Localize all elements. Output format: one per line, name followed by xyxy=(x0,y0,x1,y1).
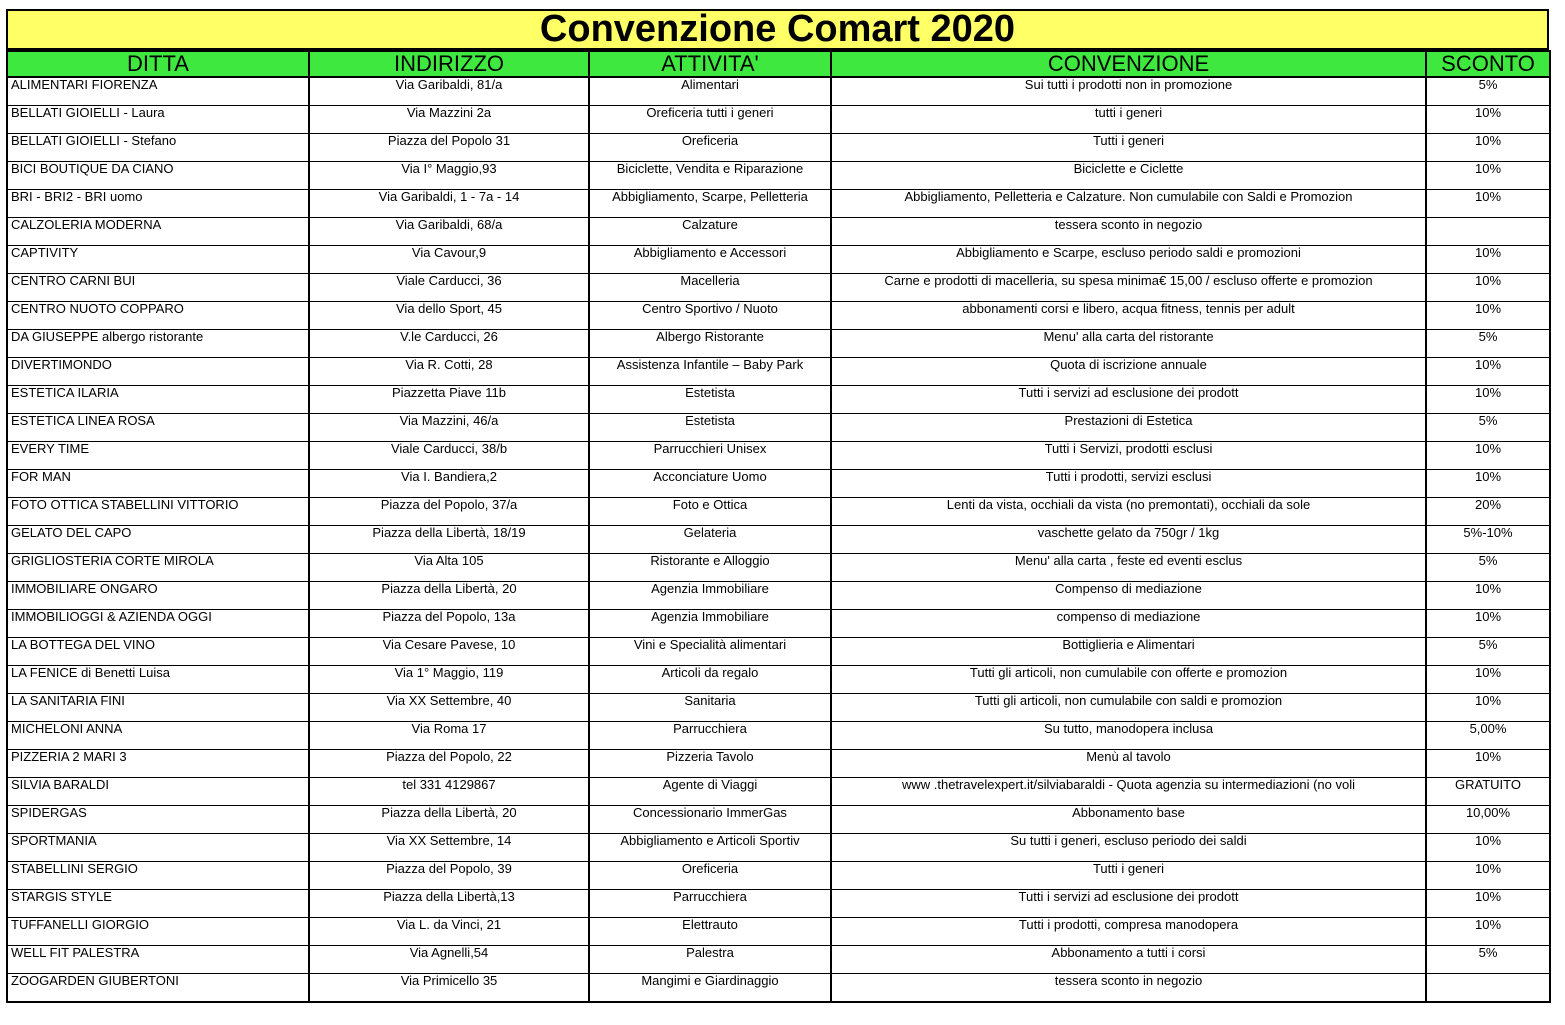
cell-convenzione: Su tutto, manodopera inclusa xyxy=(831,722,1426,750)
cell-attivita: Gelateria xyxy=(589,526,831,554)
cell-indirizzo: Piazza del Popolo 31 xyxy=(309,134,589,162)
table-row xyxy=(7,778,1550,806)
cell-convenzione: Tutti i servizi ad esclusione dei prodott xyxy=(831,386,1426,414)
table-row xyxy=(7,946,1550,974)
cell-sconto: 10% xyxy=(1426,470,1550,498)
cell-convenzione: Carne e prodotti di macelleria, su spesa minima€ 15,00 / escluso offerte e promozion xyxy=(831,274,1426,302)
cell-convenzione: abbonamenti corsi e libero, acqua fitness, tennis per adult xyxy=(831,302,1426,330)
cell-convenzione: Prestazioni di Estetica xyxy=(831,414,1426,442)
cell-attivita: Ristorante e Alloggio xyxy=(589,554,831,582)
cell-sconto: 5% xyxy=(1426,414,1550,442)
cell-attivita: Mangimi e Giardinaggio xyxy=(589,974,831,1003)
cell-convenzione: Abbonamento base xyxy=(831,806,1426,834)
cell-attivita: Oreficeria xyxy=(589,134,831,162)
cell-ditta: STARGIS STYLE xyxy=(7,890,309,918)
cell-sconto: 10,00% xyxy=(1426,806,1550,834)
cell-ditta: FOR MAN xyxy=(7,470,309,498)
cell-convenzione: Abbigliamento, Pelletteria e Calzature. Non cumulabile con Saldi e Promozion xyxy=(831,190,1426,218)
table-row xyxy=(7,862,1550,890)
cell-indirizzo: Piazza del Popolo, 22 xyxy=(309,750,589,778)
cell-convenzione: Tutti i generi xyxy=(831,862,1426,890)
cell-indirizzo: Piazza del Popolo, 13a xyxy=(309,610,589,638)
cell-attivita: Parrucchiera xyxy=(589,722,831,750)
cell-indirizzo: Piazza della Libertà, 20 xyxy=(309,582,589,610)
cell-convenzione: Quota di iscrizione annuale xyxy=(831,358,1426,386)
cell-sconto xyxy=(1426,218,1550,246)
table-row xyxy=(7,750,1550,778)
cell-attivita: Calzature xyxy=(589,218,831,246)
table-row xyxy=(7,77,1550,106)
cell-sconto: 10% xyxy=(1426,190,1550,218)
cell-attivita: Oreficeria tutti i generi xyxy=(589,106,831,134)
cell-indirizzo: Via Cavour,9 xyxy=(309,246,589,274)
cell-sconto: 10% xyxy=(1426,106,1550,134)
cell-convenzione: Abbonamento a tutti i corsi xyxy=(831,946,1426,974)
cell-convenzione: vaschette gelato da 750gr / 1kg xyxy=(831,526,1426,554)
column-header-attivita: ATTIVITA' xyxy=(589,51,831,77)
cell-ditta: SILVIA BARALDI xyxy=(7,778,309,806)
cell-sconto: 5% xyxy=(1426,946,1550,974)
table-header xyxy=(7,51,1550,77)
cell-attivita: Alimentari xyxy=(589,77,831,106)
cell-attivita: Parrucchiera xyxy=(589,890,831,918)
table-row xyxy=(7,218,1550,246)
cell-sconto: 10% xyxy=(1426,134,1550,162)
cell-sconto: 10% xyxy=(1426,302,1550,330)
cell-indirizzo: Via Garibaldi, 68/a xyxy=(309,218,589,246)
cell-indirizzo: Via XX Settembre, 14 xyxy=(309,834,589,862)
cell-sconto: 10% xyxy=(1426,666,1550,694)
column-header-convenzione: CONVENZIONE xyxy=(831,51,1426,77)
cell-convenzione: Sui tutti i prodotti non in promozione xyxy=(831,77,1426,106)
table-row xyxy=(7,834,1550,862)
cell-attivita: Sanitaria xyxy=(589,694,831,722)
cell-indirizzo: Via Mazzini, 46/a xyxy=(309,414,589,442)
cell-attivita: Assistenza Infantile – Baby Park xyxy=(589,358,831,386)
cell-sconto: 10% xyxy=(1426,274,1550,302)
cell-ditta: CALZOLERIA MODERNA xyxy=(7,218,309,246)
cell-sconto: 10% xyxy=(1426,750,1550,778)
cell-sconto: 10% xyxy=(1426,442,1550,470)
cell-indirizzo: Via Mazzini 2a xyxy=(309,106,589,134)
cell-indirizzo: Via Garibaldi, 81/a xyxy=(309,77,589,106)
cell-sconto: 5% xyxy=(1426,330,1550,358)
cell-indirizzo: Via L. da Vinci, 21 xyxy=(309,918,589,946)
cell-convenzione: Tutti i servizi ad esclusione dei prodott xyxy=(831,890,1426,918)
table-row xyxy=(7,386,1550,414)
cell-attivita: Abbigliamento e Articoli Sportiv xyxy=(589,834,831,862)
cell-sconto: 10% xyxy=(1426,582,1550,610)
cell-indirizzo: Viale Carducci, 38/b xyxy=(309,442,589,470)
table-row xyxy=(7,442,1550,470)
cell-ditta: DA GIUSEPPE albergo ristorante xyxy=(7,330,309,358)
table-body xyxy=(7,77,1550,1002)
table-row xyxy=(7,498,1550,526)
cell-convenzione: www .thetravelexpert.it/silviabaraldi - Quota agenzia su intermediazioni (no voli xyxy=(831,778,1426,806)
cell-convenzione: Tutti i Servizi, prodotti esclusi xyxy=(831,442,1426,470)
cell-sconto: 10% xyxy=(1426,162,1550,190)
cell-convenzione: Tutti gli articoli, non cumulabile con saldi e promozion xyxy=(831,694,1426,722)
table-row xyxy=(7,890,1550,918)
cell-ditta: LA BOTTEGA DEL VINO xyxy=(7,638,309,666)
cell-convenzione: Tutti i prodotti, servizi esclusi xyxy=(831,470,1426,498)
agreements-table xyxy=(6,50,1551,1003)
table-row xyxy=(7,162,1550,190)
cell-indirizzo: Piazzetta Piave 11b xyxy=(309,386,589,414)
cell-indirizzo: Via R. Cotti, 28 xyxy=(309,358,589,386)
cell-convenzione: Menu' alla carta del ristorante xyxy=(831,330,1426,358)
cell-ditta: ZOOGARDEN GIUBERTONI xyxy=(7,974,309,1003)
cell-sconto: 5% xyxy=(1426,77,1550,106)
cell-ditta: BRI - BRI2 - BRI uomo xyxy=(7,190,309,218)
cell-indirizzo: tel 331 4129867 xyxy=(309,778,589,806)
cell-indirizzo: Via Cesare Pavese, 10 xyxy=(309,638,589,666)
cell-indirizzo: Piazza della Libertà, 18/19 xyxy=(309,526,589,554)
cell-sconto: 5%-10% xyxy=(1426,526,1550,554)
cell-sconto: 10% xyxy=(1426,610,1550,638)
cell-convenzione: Biciclette e Ciclette xyxy=(831,162,1426,190)
cell-ditta: IMMOBILIOGGI & AZIENDA OGGI xyxy=(7,610,309,638)
cell-attivita: Acconciature Uomo xyxy=(589,470,831,498)
cell-ditta: WELL FIT PALESTRA xyxy=(7,946,309,974)
cell-sconto: 5% xyxy=(1426,638,1550,666)
cell-indirizzo: V.le Carducci, 26 xyxy=(309,330,589,358)
cell-indirizzo: Via 1° Maggio, 119 xyxy=(309,666,589,694)
cell-convenzione: Tutti i generi xyxy=(831,134,1426,162)
cell-ditta: SPORTMANIA xyxy=(7,834,309,862)
cell-convenzione: Bottiglieria e Alimentari xyxy=(831,638,1426,666)
cell-attivita: Elettrauto xyxy=(589,918,831,946)
cell-ditta: PIZZERIA 2 MARI 3 xyxy=(7,750,309,778)
cell-ditta: FOTO OTTICA STABELLINI VITTORIO xyxy=(7,498,309,526)
table-row xyxy=(7,610,1550,638)
table-row xyxy=(7,722,1550,750)
cell-ditta: ESTETICA ILARIA xyxy=(7,386,309,414)
cell-indirizzo: Piazza della Libertà, 20 xyxy=(309,806,589,834)
cell-indirizzo: Via Garibaldi, 1 - 7a - 14 xyxy=(309,190,589,218)
cell-indirizzo: Piazza della Libertà,13 xyxy=(309,890,589,918)
cell-convenzione: Abbigliamento e Scarpe, escluso periodo saldi e promozioni xyxy=(831,246,1426,274)
cell-attivita: Parrucchieri Unisex xyxy=(589,442,831,470)
cell-indirizzo: Piazza del Popolo, 37/a xyxy=(309,498,589,526)
cell-attivita: Abbigliamento e Accessori xyxy=(589,246,831,274)
cell-ditta: ESTETICA LINEA ROSA xyxy=(7,414,309,442)
cell-convenzione: Lenti da vista, occhiali da vista (no premontati), occhiali da sole xyxy=(831,498,1426,526)
cell-ditta: BICI BOUTIQUE DA CIANO xyxy=(7,162,309,190)
cell-ditta: BELLATI GIOIELLI - Laura xyxy=(7,106,309,134)
cell-attivita: Biciclette, Vendita e Riparazione xyxy=(589,162,831,190)
cell-sconto: 10% xyxy=(1426,246,1550,274)
cell-attivita: Agenzia Immobiliare xyxy=(589,610,831,638)
cell-convenzione: Menù al tavolo xyxy=(831,750,1426,778)
cell-indirizzo: Via XX Settembre, 40 xyxy=(309,694,589,722)
cell-sconto: 10% xyxy=(1426,694,1550,722)
cell-ditta: GELATO DEL CAPO xyxy=(7,526,309,554)
cell-attivita: Oreficeria xyxy=(589,862,831,890)
cell-attivita: Agenzia Immobiliare xyxy=(589,582,831,610)
table-row xyxy=(7,302,1550,330)
cell-attivita: Centro Sportivo / Nuoto xyxy=(589,302,831,330)
cell-attivita: Pizzeria Tavolo xyxy=(589,750,831,778)
column-header-sconto: SCONTO xyxy=(1426,51,1550,77)
table-row xyxy=(7,274,1550,302)
cell-convenzione: Compenso di mediazione xyxy=(831,582,1426,610)
table-row xyxy=(7,414,1550,442)
table-row xyxy=(7,806,1550,834)
sheet-title: Convenzione Comart 2020 xyxy=(6,9,1549,50)
cell-convenzione: Su tutti i generi, escluso periodo dei saldi xyxy=(831,834,1426,862)
cell-attivita: Abbigliamento, Scarpe, Pelletteria xyxy=(589,190,831,218)
cell-attivita: Articoli da regalo xyxy=(589,666,831,694)
cell-ditta: DIVERTIMONDO xyxy=(7,358,309,386)
cell-indirizzo: Via I° Maggio,93 xyxy=(309,162,589,190)
cell-sconto: 10% xyxy=(1426,386,1550,414)
table-row xyxy=(7,918,1550,946)
cell-attivita: Vini e Specialità alimentari xyxy=(589,638,831,666)
table-row xyxy=(7,134,1550,162)
cell-indirizzo: Via I. Bandiera,2 xyxy=(309,470,589,498)
cell-convenzione: tessera sconto in negozio xyxy=(831,974,1426,1003)
cell-sconto: 10% xyxy=(1426,862,1550,890)
table-row xyxy=(7,694,1550,722)
column-header-indirizzo: INDIRIZZO xyxy=(309,51,589,77)
cell-ditta: CENTRO NUOTO COPPARO xyxy=(7,302,309,330)
cell-attivita: Palestra xyxy=(589,946,831,974)
cell-indirizzo: Via Primicello 35 xyxy=(309,974,589,1003)
cell-ditta: LA FENICE di Benetti Luisa xyxy=(7,666,309,694)
cell-ditta: GRIGLIOSTERIA CORTE MIROLA xyxy=(7,554,309,582)
table-row xyxy=(7,666,1550,694)
cell-convenzione: Tutti i prodotti, compresa manodopera xyxy=(831,918,1426,946)
cell-ditta: BELLATI GIOIELLI - Stefano xyxy=(7,134,309,162)
cell-indirizzo: Piazza del Popolo, 39 xyxy=(309,862,589,890)
table-row xyxy=(7,358,1550,386)
cell-indirizzo: Via Roma 17 xyxy=(309,722,589,750)
cell-attivita: Concessionario ImmerGas xyxy=(589,806,831,834)
cell-attivita: Estetista xyxy=(589,414,831,442)
table-row xyxy=(7,106,1550,134)
cell-indirizzo: Viale Carducci, 36 xyxy=(309,274,589,302)
cell-sconto: 10% xyxy=(1426,358,1550,386)
cell-ditta: IMMOBILIARE ONGARO xyxy=(7,582,309,610)
cell-attivita: Foto e Ottica xyxy=(589,498,831,526)
table-row xyxy=(7,190,1550,218)
cell-attivita: Macelleria xyxy=(589,274,831,302)
table-row xyxy=(7,582,1550,610)
table-row xyxy=(7,554,1550,582)
cell-attivita: Agente di Viaggi xyxy=(589,778,831,806)
cell-indirizzo: Via Agnelli,54 xyxy=(309,946,589,974)
cell-attivita: Albergo Ristorante xyxy=(589,330,831,358)
cell-ditta: ALIMENTARI FIORENZA xyxy=(7,77,309,106)
cell-ditta: CENTRO CARNI BUI xyxy=(7,274,309,302)
column-header-ditta: DITTA xyxy=(7,51,309,77)
cell-sconto: 20% xyxy=(1426,498,1550,526)
cell-ditta: SPIDERGAS xyxy=(7,806,309,834)
cell-sconto xyxy=(1426,974,1550,1003)
cell-sconto: 10% xyxy=(1426,918,1550,946)
cell-ditta: TUFFANELLI GIORGIO xyxy=(7,918,309,946)
spreadsheet xyxy=(6,9,1549,1003)
cell-sconto: 10% xyxy=(1426,834,1550,862)
cell-ditta: CAPTIVITY xyxy=(7,246,309,274)
cell-attivita: Estetista xyxy=(589,386,831,414)
cell-sconto: 10% xyxy=(1426,890,1550,918)
table-row xyxy=(7,330,1550,358)
cell-indirizzo: Via dello Sport, 45 xyxy=(309,302,589,330)
table-row xyxy=(7,246,1550,274)
cell-ditta: EVERY TIME xyxy=(7,442,309,470)
cell-ditta: STABELLINI SERGIO xyxy=(7,862,309,890)
cell-indirizzo: Via Alta 105 xyxy=(309,554,589,582)
cell-convenzione: Menu' alla carta , feste ed eventi esclus xyxy=(831,554,1426,582)
table-row xyxy=(7,526,1550,554)
cell-ditta: LA SANITARIA FINI xyxy=(7,694,309,722)
table-row xyxy=(7,470,1550,498)
header-row xyxy=(7,51,1550,77)
cell-convenzione: tessera sconto in negozio xyxy=(831,218,1426,246)
cell-ditta: MICHELONI ANNA xyxy=(7,722,309,750)
cell-sconto: 5,00% xyxy=(1426,722,1550,750)
cell-sconto: GRATUITO xyxy=(1426,778,1550,806)
cell-convenzione: compenso di mediazione xyxy=(831,610,1426,638)
cell-sconto: 5% xyxy=(1426,554,1550,582)
cell-convenzione: Tutti gli articoli, non cumulabile con offerte e promozion xyxy=(831,666,1426,694)
table-row xyxy=(7,638,1550,666)
cell-convenzione: tutti i generi xyxy=(831,106,1426,134)
table-row xyxy=(7,974,1550,1003)
